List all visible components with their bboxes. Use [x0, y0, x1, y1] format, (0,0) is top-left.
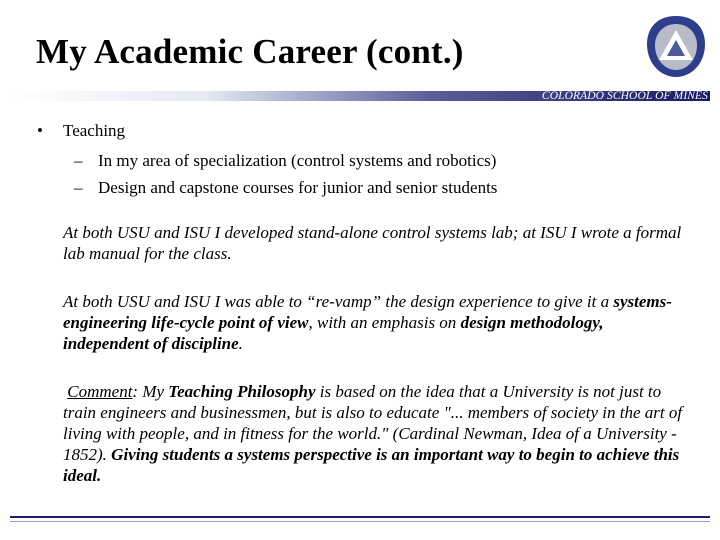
- bullet-text: Teaching: [63, 121, 126, 140]
- bullet-dot-icon: •: [37, 121, 43, 140]
- dash-icon: –: [74, 151, 83, 170]
- paragraph-text: .: [238, 334, 243, 353]
- dash-icon: –: [74, 178, 83, 197]
- emphasis-text: design methodology, independent of discipline: [63, 313, 604, 353]
- paragraph-comment: [63, 381, 693, 486]
- sub-item: [74, 178, 497, 198]
- emphasis-text: systems-engineering life-cycle point of view: [63, 292, 672, 332]
- institution-label: COLORADO SCHOOL OF MINES: [541, 90, 708, 102]
- paragraph-design: [63, 291, 693, 354]
- sub-item: [74, 151, 496, 171]
- emphasis-text: Giving students a systems perspective is an important way to begin to achieve this ideal.: [63, 445, 680, 485]
- paragraph-text: : My: [132, 382, 169, 401]
- bullet-teaching: [37, 121, 125, 141]
- sub-item-text: In my area of specialization (control systems and robotics): [98, 151, 497, 170]
- paragraph-text: At both USU and ISU I was able to “re-vamp” the design experience to give it a: [63, 292, 614, 311]
- school-logo-icon: [643, 14, 709, 80]
- footer-rule: [10, 516, 710, 518]
- paragraph-text: , with an emphasis on: [308, 313, 461, 332]
- comment-label: Comment: [67, 382, 133, 401]
- slide-title: My Academic Career (cont.): [36, 32, 464, 71]
- footer-rule-thin: [10, 521, 710, 522]
- sub-item-text: Design and capstone courses for junior and senior students: [98, 178, 498, 197]
- paragraph-labs: At both USU and ISU I developed stand-alone control systems lab; at ISU I wrote a formal lab manual for the class.: [63, 223, 682, 263]
- emphasis-text: Teaching Philosophy: [168, 382, 316, 401]
- paragraph-text: is based on the idea that a University is not just to train engineers and businessmen, but is also to educate "... members of society in the art of living with people, and in fitness for the world." (Cardinal Newman, Idea of a University - 1852).: [63, 382, 683, 464]
